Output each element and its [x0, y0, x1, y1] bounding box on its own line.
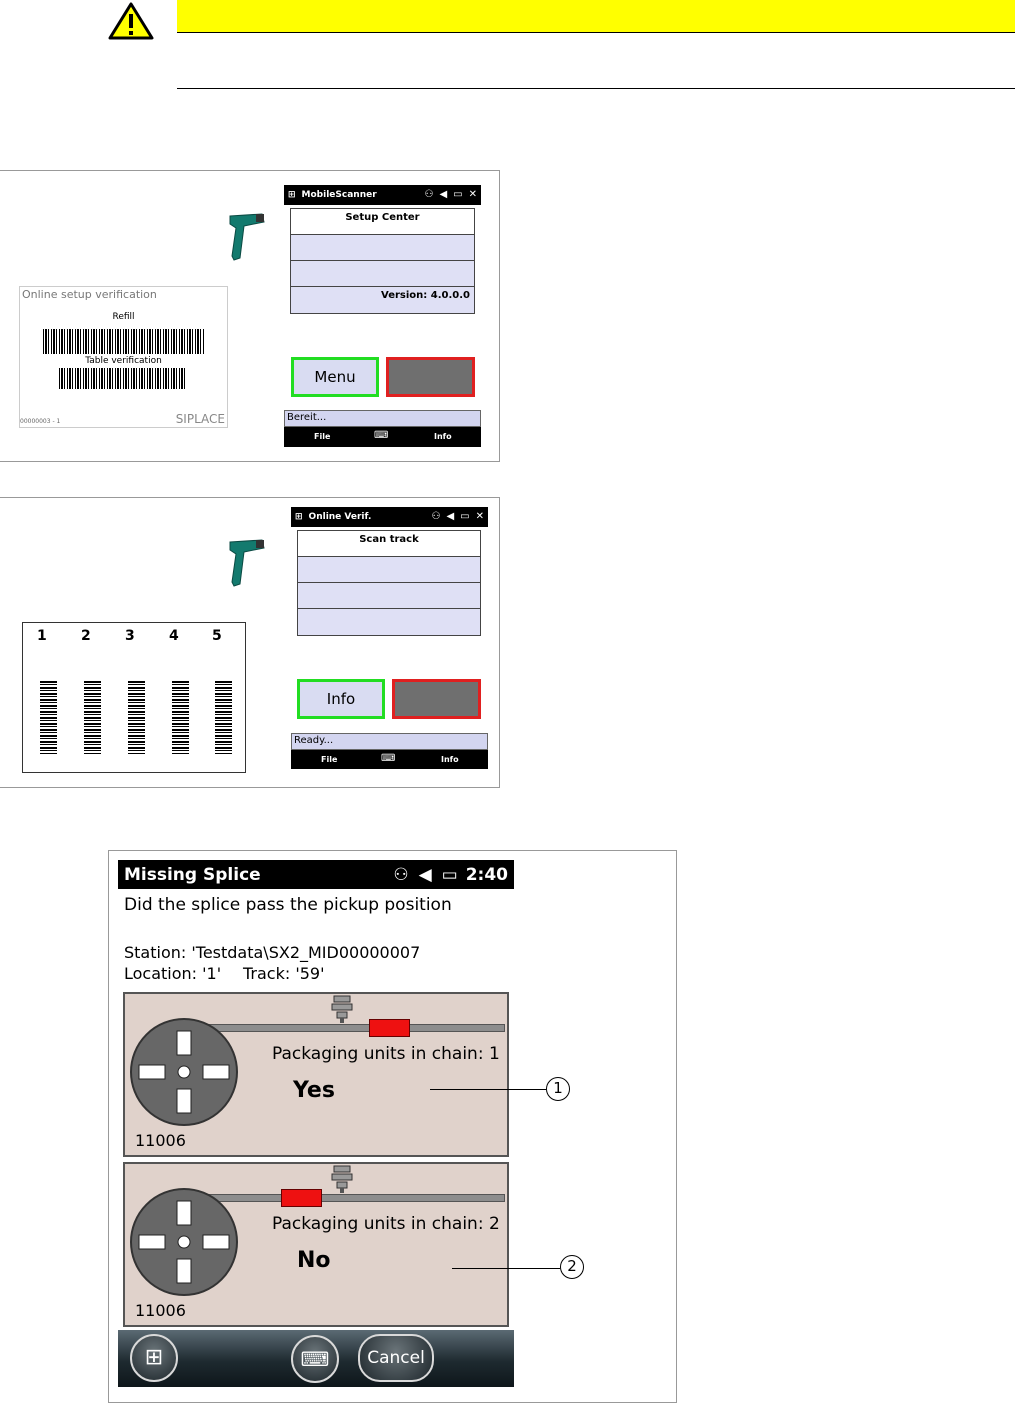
feeder-reel-icon: [129, 1187, 239, 1297]
menu-button[interactable]: Menu: [291, 357, 379, 397]
close-icon[interactable]: ✕: [475, 511, 484, 522]
refill-barcode: [43, 329, 204, 354]
keyboard-icon[interactable]: ⌨: [381, 753, 396, 764]
close-icon[interactable]: ✕: [468, 189, 477, 200]
table-barcode: [59, 368, 186, 389]
windows-start-button[interactable]: ⊞: [130, 1334, 178, 1382]
connectivity-icon[interactable]: ⚇: [424, 189, 434, 200]
barcode-scanner-icon: [226, 212, 266, 264]
online-verif-titlebar: [291, 507, 488, 527]
question-text: Did the splice pass the pickup position: [124, 895, 452, 915]
pickup-nozzle-icon: [330, 1164, 354, 1194]
track-number: 5: [212, 628, 222, 644]
file-menu[interactable]: File: [321, 755, 338, 764]
status-bar: Ready...: [291, 733, 488, 750]
track-number: 1: [37, 628, 47, 644]
label-table-verification: Table verification: [85, 356, 162, 366]
pickup-nozzle-icon: [330, 994, 354, 1024]
speaker-icon[interactable]: ◀: [439, 189, 448, 200]
red-button[interactable]: [392, 679, 481, 719]
setup-list: [290, 208, 475, 314]
track-number: 4: [169, 628, 179, 644]
file-menu[interactable]: File: [314, 432, 331, 441]
list-item-setup-center[interactable]: Setup Center: [291, 209, 474, 235]
list-item[interactable]: [298, 609, 480, 635]
track-barcode: [215, 681, 232, 754]
clock: 2:40: [465, 864, 508, 885]
missing-splice-titlebar: [118, 860, 514, 889]
error-code: 11006: [135, 1131, 186, 1150]
list-item[interactable]: [291, 261, 474, 287]
station-text: Station: 'Testdata\SX2_MID00000007: [124, 943, 421, 962]
label-id: 00000003 - 1: [20, 418, 61, 425]
battery-icon[interactable]: ▭: [460, 511, 470, 522]
scan-list: [297, 530, 481, 636]
callout-line: [430, 1089, 546, 1090]
tape-chain: [201, 1194, 505, 1202]
version-row: Version: 4.0.0.0: [291, 287, 474, 313]
cancel-button[interactable]: Cancel: [358, 1334, 434, 1382]
speaker-icon[interactable]: ◀: [446, 511, 455, 522]
callout-2: 2: [560, 1255, 584, 1279]
label-refill: Refill: [112, 312, 135, 322]
callout-line: [452, 1268, 560, 1269]
label-brand: SIPLACE: [175, 412, 225, 426]
keyboard-button[interactable]: ⌨: [291, 1335, 339, 1383]
list-item[interactable]: [298, 557, 480, 583]
keyboard-icon[interactable]: ⌨: [374, 430, 389, 441]
track-barcode: [172, 681, 189, 754]
track-number: 2: [81, 628, 91, 644]
option-yes-button[interactable]: [123, 992, 509, 1157]
packaging-units-text: Packaging units in chain: 2: [272, 1214, 500, 1234]
windows-start-icon[interactable]: ⊞: [295, 512, 303, 522]
mobilescanner-titlebar: [284, 185, 481, 205]
warning-icon: [108, 2, 154, 40]
track-barcode: [84, 681, 101, 754]
list-item[interactable]: [298, 583, 480, 609]
info-button[interactable]: Info: [297, 679, 385, 719]
barcode-scanner-icon: [226, 538, 266, 590]
track-barcode: [128, 681, 145, 754]
track-barcode: [40, 681, 57, 754]
track-text: Track: '59': [243, 964, 325, 983]
packaging-units-text: Packaging units in chain: 1: [272, 1044, 500, 1064]
location-text: Location: '1': [124, 964, 222, 983]
connectivity-icon[interactable]: ⚇: [431, 511, 441, 522]
status-bar: Bereit...: [284, 410, 481, 427]
red-button[interactable]: [386, 357, 475, 397]
option-no-button[interactable]: [123, 1162, 509, 1327]
error-code: 11006: [135, 1301, 186, 1320]
battery-icon[interactable]: ▭: [441, 864, 458, 885]
callout-1: 1: [546, 1077, 570, 1101]
splice-marker: [281, 1189, 322, 1207]
track-label-sheet: [22, 622, 246, 773]
track-number: 3: [125, 628, 135, 644]
list-item-scan-track[interactable]: Scan track: [298, 531, 480, 557]
feeder-reel-icon: [129, 1017, 239, 1127]
setup-verification-label: [19, 286, 228, 428]
bottom-toolbar: [118, 1330, 514, 1387]
menu-bar: [291, 750, 488, 769]
connectivity-icon[interactable]: ⚇: [393, 864, 409, 885]
battery-icon[interactable]: ▭: [453, 189, 463, 200]
windows-start-icon[interactable]: ⊞: [288, 190, 296, 200]
answer-no: No: [297, 1248, 331, 1273]
speaker-icon[interactable]: ◀: [418, 864, 432, 885]
answer-yes: Yes: [293, 1078, 335, 1103]
info-menu[interactable]: Info: [434, 432, 452, 441]
app-title: MobileScanner: [301, 190, 377, 200]
warning-divider: [177, 88, 1015, 89]
tape-chain: [201, 1024, 505, 1032]
splice-marker: [369, 1019, 410, 1037]
label-heading: Online setup verification: [22, 288, 157, 301]
menu-bar: [284, 427, 481, 447]
app-title: Missing Splice: [124, 864, 261, 885]
info-menu[interactable]: Info: [441, 755, 459, 764]
list-item[interactable]: [291, 235, 474, 261]
warning-bar: [177, 0, 1015, 33]
app-title: Online Verif.: [308, 512, 372, 522]
